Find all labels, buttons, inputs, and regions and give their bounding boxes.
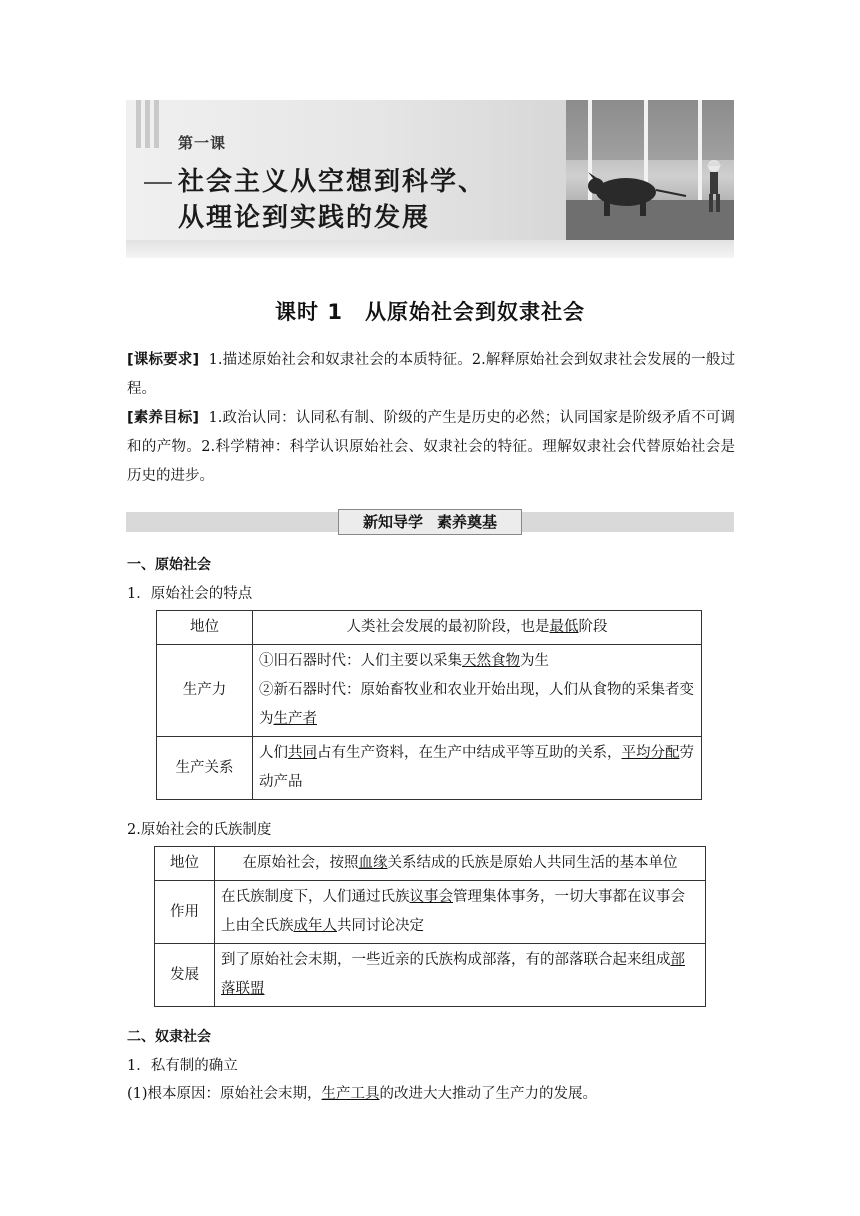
part2-sub1: 1．私有制的确立 xyxy=(127,1058,238,1074)
section-header-right: 素养奠基 xyxy=(437,513,498,531)
requirements-text: 1.描述原始社会和奴隶社会的本质特征。2.解释原始社会到奴隶社会发展的一般过程。 xyxy=(127,352,735,397)
table-key: 地位 xyxy=(157,611,253,645)
section-header xyxy=(338,509,522,535)
part1-sub1: 1．原始社会的特点 xyxy=(127,586,253,602)
section-header-left: 新知导学 xyxy=(362,513,423,531)
table-row xyxy=(157,737,702,800)
lesson-title: 课时 1 从原始社会到奴隶社会 xyxy=(275,300,585,324)
banner-lesson-number: 第一课 xyxy=(178,134,227,152)
table-row xyxy=(155,881,706,944)
table-value: ①旧石器时代：人们主要以采集天然食物为生 ②新石器时代：原始畜牧业和农业开始出现，人们从食物的采集者变为生产者 xyxy=(253,645,702,737)
table-value: 到了原始社会末期，一些近亲的氏族构成部落，有的部落联合起来组成部落联盟 xyxy=(215,944,706,1007)
table-value: 人类社会发展的最初阶段，也是最低阶段 xyxy=(253,611,702,645)
table-value: 人们共同占有生产资料，在生产中结成平等互助的关系，平均分配劳动产品 xyxy=(253,737,702,800)
chapter-banner xyxy=(126,100,734,258)
goals-label: [素养目标] xyxy=(127,410,199,426)
table-row xyxy=(155,944,706,1007)
banner-title-line2: 从理论到实践的发展 xyxy=(178,203,431,233)
table-key: 生产关系 xyxy=(157,737,253,800)
banner-shadow xyxy=(126,240,734,258)
part2-line1: (1)根本原因：原始社会末期，生产工具的改进大大推动了生产力的发展。 xyxy=(127,1086,598,1102)
table-row xyxy=(155,847,706,881)
curriculum-requirements xyxy=(127,346,735,404)
literacy-goals xyxy=(127,404,735,491)
part1-sub2: 2.原始社会的氏族制度 xyxy=(127,822,272,838)
primitive-society-features-table xyxy=(156,610,702,800)
part1-heading: 一、原始社会 xyxy=(127,557,211,573)
banner-stripes xyxy=(136,100,166,148)
part2-heading: 二、奴隶社会 xyxy=(127,1029,211,1045)
table-value: 在氏族制度下，人们通过氏族议事会管理集体事务，一切大事都在议事会上由全氏族成年人共同讨论决定 xyxy=(215,881,706,944)
clan-system-table xyxy=(154,846,706,1007)
farmer-ox-photo xyxy=(566,100,734,240)
table-key: 地位 xyxy=(155,847,215,881)
goals-text: 1.政治认同：认同私有制、阶级的产生是历史的必然；认同国家是阶级矛盾不可调和的产物。2.科学精神：科学认识原始社会、奴隶社会的特征。理解奴隶社会代替原始社会是历史的进步。 xyxy=(127,410,735,484)
table-value: 在原始社会，按照血缘关系结成的氏族是原始人共同生活的基本单位 xyxy=(215,847,706,881)
requirements-label: [课标要求] xyxy=(127,352,200,368)
banner-title-line1: 社会主义从空想到科学、 xyxy=(178,167,487,197)
table-key: 作用 xyxy=(155,881,215,944)
table-row xyxy=(157,611,702,645)
banner-title xyxy=(178,164,486,236)
banner-rule xyxy=(144,182,172,184)
table-key: 生产力 xyxy=(157,645,253,737)
table-row xyxy=(157,645,702,737)
table-key: 发展 xyxy=(155,944,215,1007)
